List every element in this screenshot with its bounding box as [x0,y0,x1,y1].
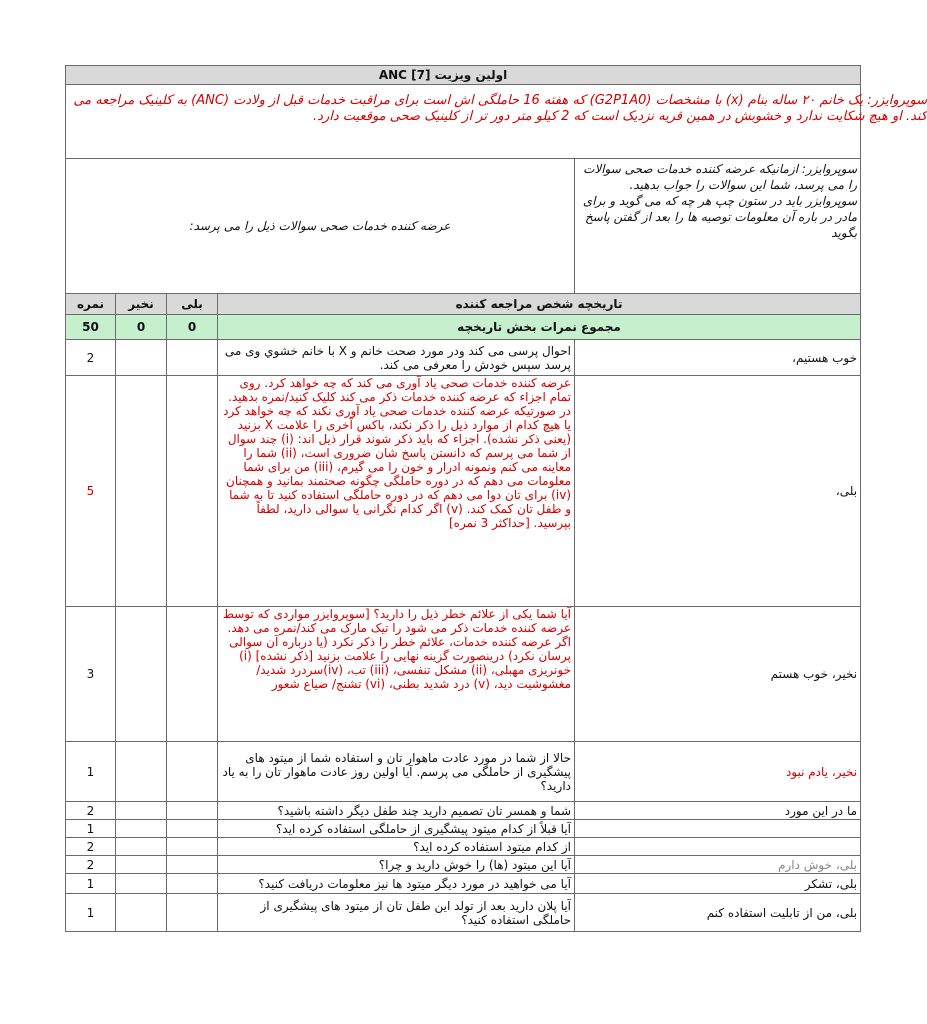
table-row [66,894,861,932]
row-no-checkbox[interactable] [116,874,167,894]
row-score: 5 [66,376,116,607]
row-answer: نخیر، خوب هستم [575,607,861,742]
row-question: آیا می خواهید در مورد دیگر میتود ها نیز معلومات دریافت کنید؟ [218,874,575,894]
summary-yes: 0 [167,315,218,340]
row-score: 1 [66,820,116,838]
row-score: 1 [66,894,116,932]
row-score: 2 [66,340,116,376]
row-question: آیا این میتود (ها) را خوش دارید و چرا؟ [218,856,575,874]
row-no-checkbox[interactable] [116,340,167,376]
row-yes-checkbox[interactable] [167,838,218,856]
row-answer: بلی، خوش دارم [575,856,861,874]
summary-row [66,315,861,340]
summary-score: 50 [66,315,116,340]
row-answer [575,838,861,856]
row-yes-checkbox[interactable] [167,894,218,932]
table-row [66,742,861,802]
row-answer: بلی، [575,376,861,607]
instruction-supervisor: سوپروایزر: ازمانیکه عرضه کننده خدمات صحی سوالات را می پرسد، شما این سوالات را جواب بدهید. سوپروایزر باید در ستون چپ هر چه که می گوید و برای مادر در باره آن معلومات توصیه ها را بعد از گفتن پاسخ بگوید [575,159,861,294]
row-yes-checkbox[interactable] [167,874,218,894]
row-question: عرضه کننده خدمات صحی یاد آوری می کند که چه خواهد کرد. روی تمام اجزاء که عرضه کننده خدمات ذکر می کند کلیک کنید/نمره بدهید. در صورتیکه عرضه کننده خدمات صحی یاد آوری نکند که چه خواهد کرد یا هیچ کدام از موارد ذیل را ذکر نکند، باکس آخری را علامت X بزنید (یعنی ذکر نشده). اجزاء که باید ذکر شوند قرار ذیل اند: (i) چند سوال از شما می پرسم که دانستن پاسخ شان ضروری است، (ii) شما را معاینه می کنم ونمونه ادرار و خون را می گیرم، (iii) من برای شما معلومات می دهم که در دوره حاملگی چگونه صحتمند بمانید و همچنان (iv) برای تان دوا می دهم که در دوره حاملگی استفاده کنید تا به شما و طفل تان کمک کند. (v) اگر کدام نگرانی یا سوالی دارید، لطفاً بپرسید. [حداکثر 3 نمره] [218,376,575,607]
row-question: آیا قبلاً از کدام میتود پیشگیری از حاملگی استفاده کرده اید؟ [218,820,575,838]
row-yes-checkbox[interactable] [167,340,218,376]
row-score: 2 [66,802,116,820]
table-row [66,802,861,820]
table-row [66,376,861,607]
row-yes-checkbox[interactable] [167,802,218,820]
summary-label: مجموع نمرات بخش تاریخچه [218,315,861,340]
row-yes-checkbox[interactable] [167,742,218,802]
row-score: 2 [66,838,116,856]
row-no-checkbox[interactable] [116,742,167,802]
title-row [66,66,861,85]
table-row [66,340,861,376]
row-question: از کدام میتود استفاده کرده اید؟ [218,838,575,856]
row-yes-checkbox[interactable] [167,820,218,838]
row-no-checkbox[interactable] [116,838,167,856]
row-score: 1 [66,742,116,802]
table-row [66,874,861,894]
row-question: آیا شما یکی از علائم خطر ذیل را دارید؟ [سوپروایزر مواردی که توسط عرضه کننده خدمات ذکر می شود را تیک مارک می کند/نمره می دهد. اگر عرضه کننده خدمات، علائم خطر را ذکر نکرد (یا درباره آن سوالی پرسان نکرد) درینصورت گزینه نهایی را علامت بزنید [ذکر نشده] (i) خونریزی مهبلی، (ii) مشکل تنفسی، (iii) تب، (iv)سردرد شدید/ مغشوشیت دید، (v) درد شدید بطنی، (vi) تشنج/ ضیاع شعور [218,607,575,742]
form-title: اولین ویزیت ANC [7] [378,68,508,82]
anc-visit-table [65,65,927,932]
row-score: 1 [66,874,116,894]
row-answer: نخیر، یادم نبود [575,742,861,802]
header-score: نمره [66,294,116,315]
instruction-provider: عرضه کننده خدمات صحی سوالات ذیل را می پرسد: [66,159,575,294]
form-sheet [65,65,927,933]
scenario-text: سوپروایزر: یک خانم ۲۰ ساله بنام (x) با مشخصات (G2P1A0) که هفته 16 حاملگی اش است برای مراقبت خدمات قبل از ولادت (ANC) به کلینیک مراجعه می کند. او هیچ شکایت ندارد و خشوبش در همین قریه نزدیک است که 2 کیلو متر دور تر از کلینیک صحی موقعیت دارد. [73,93,927,124]
row-yes-checkbox[interactable] [167,856,218,874]
header-history: تاریخچه شخص مراجعه کننده [218,294,861,315]
row-yes-checkbox[interactable] [167,376,218,607]
row-no-checkbox[interactable] [116,856,167,874]
table-row [66,607,861,742]
row-answer: بلی، من از تابلیت استفاده کنم [575,894,861,932]
table-row [66,820,861,838]
header-yes: بلی [167,294,218,315]
table-row [66,838,861,856]
row-no-checkbox[interactable] [116,607,167,742]
row-question: شما و همسر تان تصمیم دارید چند طفل دیگر داشته باشید؟ [218,802,575,820]
instruction-row [66,159,861,294]
header-no: نخیر [116,294,167,315]
row-answer: ما در این مورد [575,802,861,820]
row-answer: خوب هستیم، [575,340,861,376]
row-question: احوال پرسی می کند ودر مورد صحت خانم و X با خانم خشوي وی می پرسد سپس خودش را معرفی می کند. [218,340,575,376]
row-no-checkbox[interactable] [116,894,167,932]
summary-no: 0 [116,315,167,340]
header-row [66,294,861,315]
table-row [66,856,861,874]
scenario-cell [66,85,927,159]
row-score: 3 [66,607,116,742]
row-yes-checkbox[interactable] [167,607,218,742]
row-question: حالا از شما در مورد عادت ماهوار تان و استفاده شما از میتود های پیشگیری از حاملگی می پرسم. آیا اولین روز عادت ماهوار تان را به یاد دارید؟ [218,742,575,802]
row-no-checkbox[interactable] [116,376,167,607]
row-score: 2 [66,856,116,874]
form-title-cell [66,66,861,85]
row-answer: بلی، تشکر [575,874,861,894]
scenario-row [66,85,861,159]
row-no-checkbox[interactable] [116,802,167,820]
row-question: آیا پلان دارید بعد از تولد این طفل تان از میتود های پیشگیری از حاملگی استفاده کنید؟ [218,894,575,932]
row-answer [575,820,861,838]
row-no-checkbox[interactable] [116,820,167,838]
